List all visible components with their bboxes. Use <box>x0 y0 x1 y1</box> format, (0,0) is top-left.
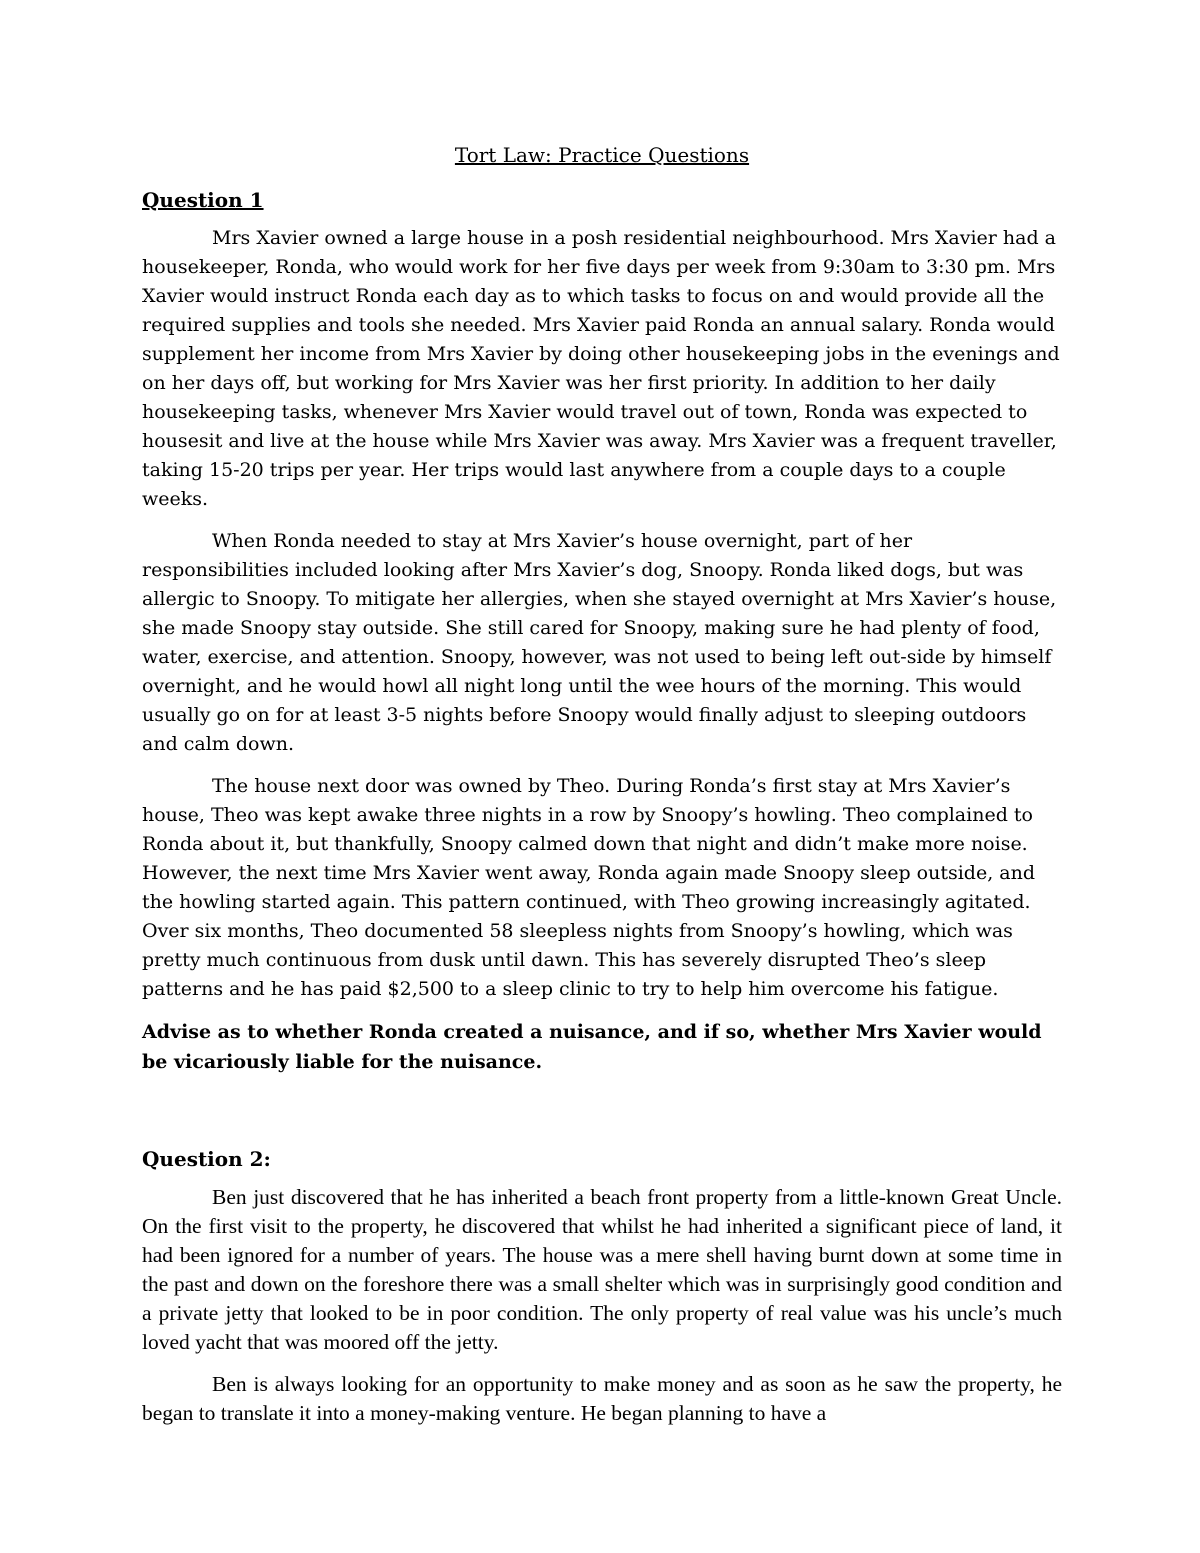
question-1-heading: Question 1 <box>142 188 264 212</box>
document-page <box>142 140 1062 1441</box>
question-1-paragraph-2: When Ronda needed to stay at Mrs Xavier’s house overnight, part of her responsibilities included looking after Mrs Xavier’s dog, Snoopy. Ronda liked dogs, but was allergic to Snoopy. To mitigate her allergies, when she stayed overnight at Mrs Xavier’s house, she made Snoopy stay outside. She still cared for Snoopy, making sure he had plenty of food, water, exercise, and attention. Snoopy, however, was not used to being left out-side by himself overnight, and he would howl all night long until the wee hours of the morning. This would usually go on for at least 3-5 nights before Snoopy would finally adjust to sleeping outdoors and calm down. <box>142 530 1057 755</box>
question-2-heading: Question 2: <box>142 1147 271 1171</box>
question-2-paragraph-1: Ben just discovered that he has inherited a beach front property from a little-known Great Uncle. On the first visit to the property, he discovered that whilst he had inherited a significant piece of land, it had been ignored for a number of years. The house was a mere shell having burnt down at some time in the past and down on the foreshore there was a small shelter which was in surprisingly good condition and a private jetty that looked to be in poor condition. The only property of real value was his uncle’s much loved yacht that was moored off the jetty. <box>142 1185 1062 1354</box>
question-1-instruction: Advise as to whether Ronda created a nuisance, and if so, whether Mrs Xavier would be vicariously liable for the nuisance. <box>142 1021 1042 1073</box>
question-2-paragraph-2: Ben is always looking for an opportunity to make money and as soon as he saw the property, he began to translate it into a money-making venture. He began planning to have a <box>142 1372 1062 1425</box>
question-1-paragraph-1: Mrs Xavier owned a large house in a posh residential neighbourhood. Mrs Xavier had a housekeeper, Ronda, who would work for her five days per week from 9:30am to 3:30 pm. Mrs Xavier would instruct Ronda each day as to which tasks to focus on and would provide all the required supplies and tools she needed. Mrs Xavier paid Ronda an annual salary. Ronda would supplement her income from Mrs Xavier by doing other housekeeping jobs in the evenings and on her days off, but working for Mrs Xavier was her first priority. In addition to her daily housekeeping tasks, whenever Mrs Xavier would travel out of town, Ronda was expected to housesit and live at the house while Mrs Xavier was away. Mrs Xavier was a frequent traveller, taking 15-20 trips per year. Her trips would last anywhere from a couple days to a couple weeks. <box>142 227 1060 510</box>
question-1-paragraph-3: The house next door was owned by Theo. During Ronda’s first stay at Mrs Xavier’s house, Theo was kept awake three nights in a row by Snoopy’s howling. Theo complained to Ronda about it, but thankfully, Snoopy calmed down that night and didn’t make more noise. However, the next time Mrs Xavier went away, Ronda again made Snoopy sleep outside, and the howling started again. This pattern continued, with Theo growing increasingly agitated. Over six months, Theo documented 58 sleepless nights from Snoopy’s howling, which was pretty much continuous from dusk until dawn. This has severely disrupted Theo’s sleep patterns and he has paid $2,500 to a sleep clinic to try to help him overcome his fatigue. <box>142 775 1035 1000</box>
question-2-section <box>142 1145 1062 1428</box>
document-title: Tort Law: Practice Questions <box>454 143 750 167</box>
question-1-section <box>142 186 1062 1077</box>
